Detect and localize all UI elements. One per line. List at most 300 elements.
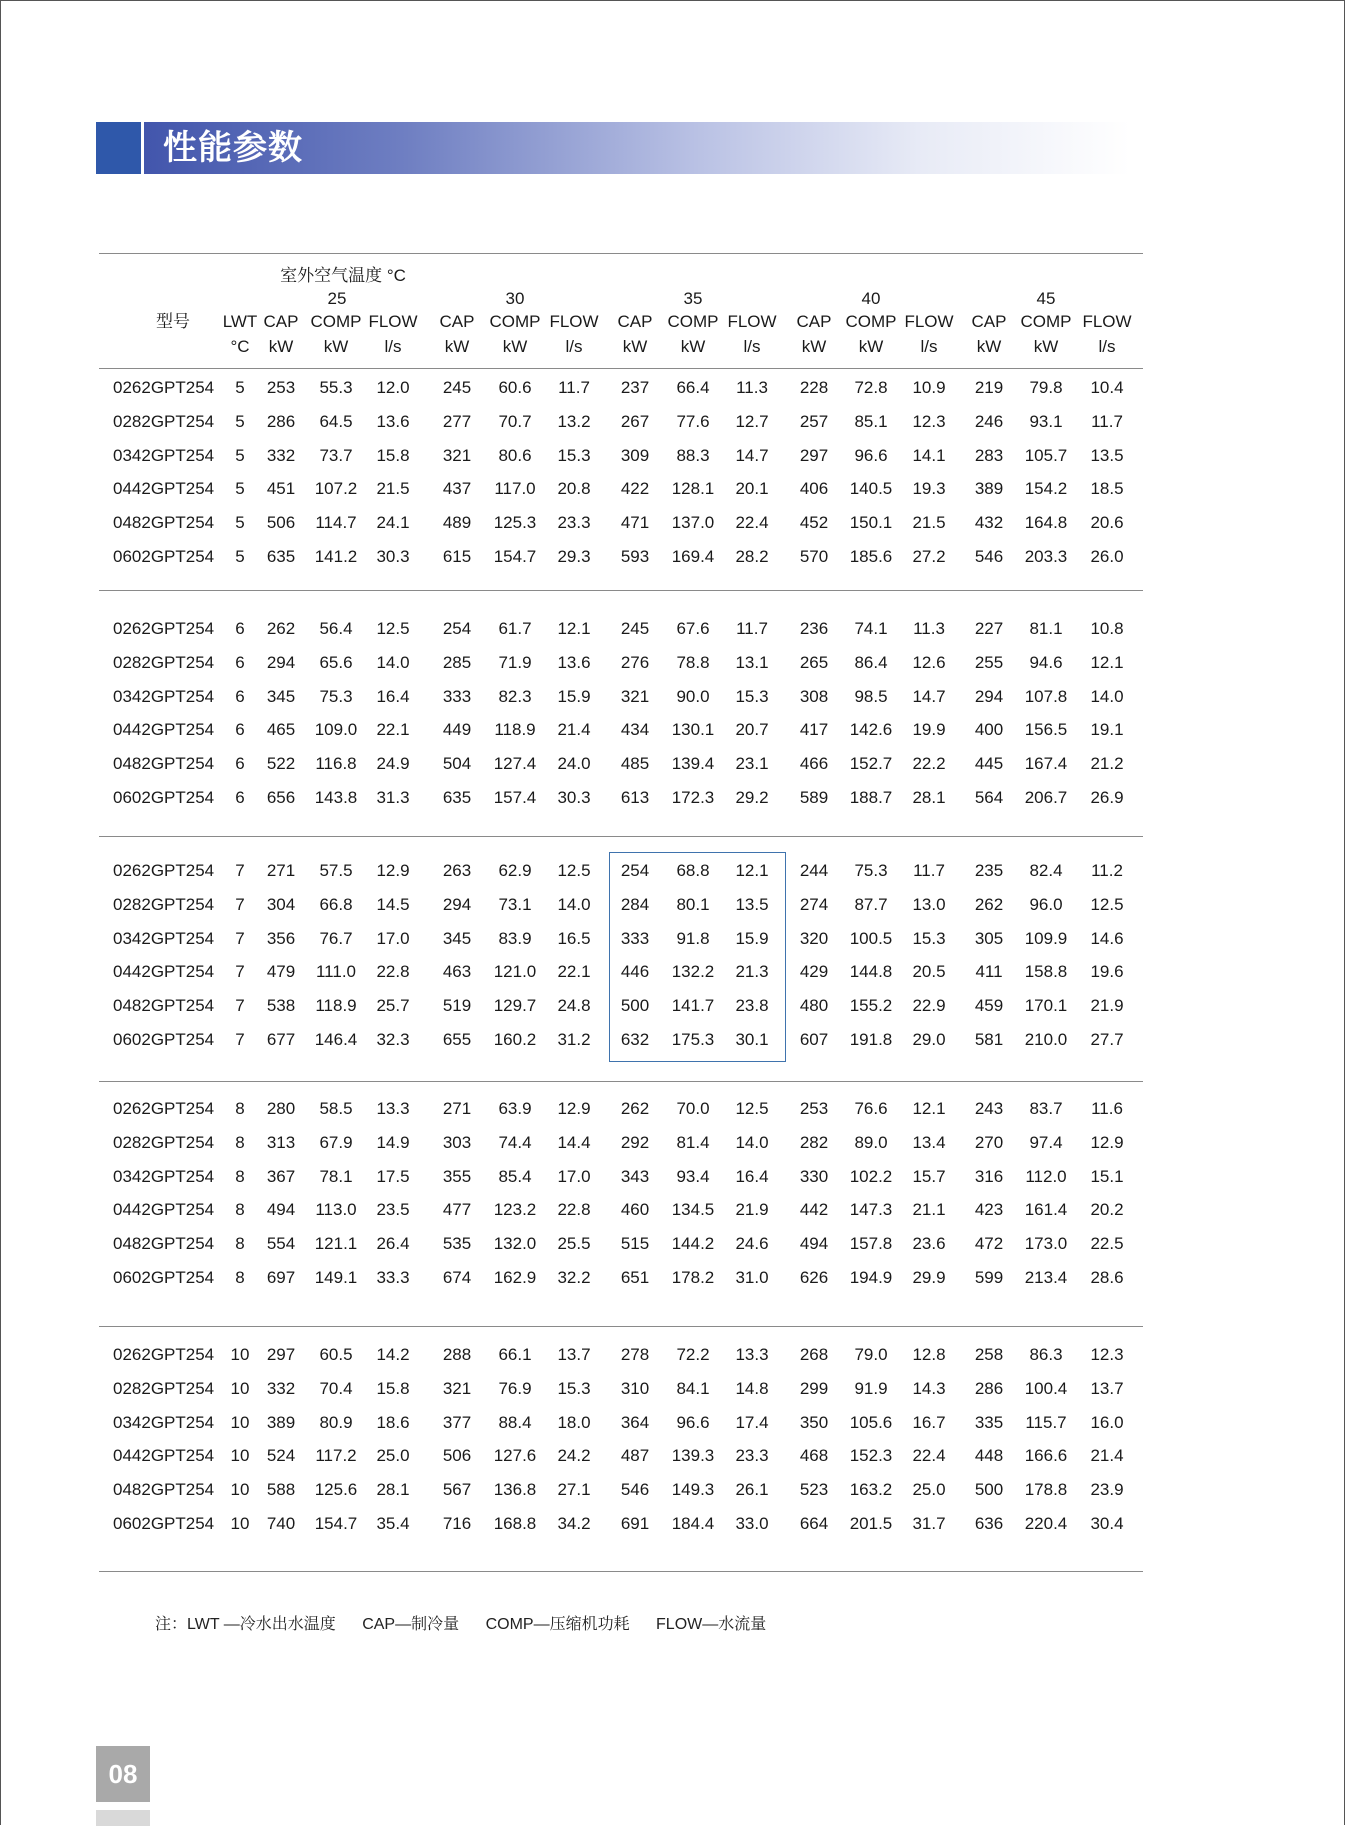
value-cell: 522 [266, 754, 296, 774]
lwt-cell: 10 [230, 1514, 250, 1533]
value-cell: 350 [799, 1412, 829, 1432]
value-cell: 15.9 [735, 928, 769, 948]
value-cell: 285 [442, 652, 472, 672]
value-cell: 70.4 [319, 1378, 353, 1398]
value-cell: 23.5 [376, 1200, 410, 1220]
value-cell: 30.4 [1090, 1514, 1124, 1533]
lwt-cell: 8 [235, 1132, 245, 1152]
model-cell: 0442GPT254 [113, 962, 215, 982]
value-cell: 11.7 [913, 861, 945, 880]
value-cell: 286 [266, 411, 296, 431]
value-cell: 13.6 [376, 411, 410, 431]
header-bottom-rule [99, 368, 1143, 369]
value-cell: 697 [266, 1268, 296, 1287]
value-cell: 446 [620, 962, 650, 982]
value-cell: 107.8 [1024, 686, 1068, 706]
value-cell: 16.4 [376, 686, 410, 706]
value-cell: 65.6 [319, 652, 353, 672]
value-cell: 12.3 [1090, 1345, 1124, 1364]
temp-header: 30 [505, 289, 525, 308]
value-cell: 297 [799, 445, 829, 465]
value-cell: 506 [442, 1446, 472, 1466]
value-cell: 12.9 [376, 861, 410, 880]
value-cell: 12.9 [1090, 1132, 1124, 1152]
value-cell: 98.5 [854, 686, 888, 706]
page-tab [96, 1810, 150, 1826]
value-cell: 477 [442, 1200, 472, 1220]
value-cell: 19.1 [1090, 720, 1124, 740]
value-cell: 452 [799, 513, 829, 533]
value-cell: 28.2 [735, 547, 769, 566]
model-cell: 0282GPT254 [113, 1378, 215, 1398]
value-cell: 227 [974, 619, 1004, 638]
column-header: CAP [796, 312, 832, 331]
value-cell: 19.9 [912, 720, 946, 740]
value-cell: 33.3 [376, 1268, 410, 1287]
value-cell: 22.1 [557, 962, 591, 982]
value-cell: 280 [266, 1099, 296, 1118]
value-cell: 21.4 [1090, 1446, 1124, 1466]
value-cell: 12.9 [557, 1099, 591, 1118]
value-cell: 11.7 [736, 619, 768, 638]
lwt-cell: 8 [235, 1099, 245, 1118]
value-cell: 228 [799, 378, 829, 397]
column-header: COMP [489, 312, 541, 331]
value-cell: 13.3 [376, 1099, 410, 1118]
value-cell: 22.8 [557, 1200, 591, 1220]
value-cell: 411 [975, 962, 1003, 982]
value-cell: 567 [442, 1480, 472, 1500]
temp-header: 35 [683, 289, 703, 308]
lwt-unit-header: °C [230, 337, 250, 356]
value-cell: 21.3 [735, 962, 769, 982]
value-cell: 31.3 [376, 788, 410, 807]
group-separator-rule [99, 1081, 1143, 1082]
value-cell: 489 [442, 513, 472, 533]
value-cell: 588 [266, 1480, 296, 1500]
value-cell: 14.6 [1090, 928, 1124, 948]
value-cell: 305 [974, 928, 1004, 948]
value-cell: 389 [266, 1412, 296, 1432]
value-cell: 570 [799, 547, 829, 566]
value-cell: 12.8 [912, 1345, 946, 1364]
value-cell: 18.6 [376, 1412, 410, 1432]
value-cell: 203.3 [1024, 547, 1068, 566]
value-cell: 85.4 [498, 1166, 532, 1186]
group-separator-rule [99, 1326, 1143, 1327]
value-cell: 284 [620, 894, 650, 914]
model-cell: 0482GPT254 [113, 1480, 215, 1500]
value-cell: 12.1 [1090, 652, 1124, 672]
page-title: 性能参数 [163, 128, 303, 168]
value-cell: 655 [442, 1030, 472, 1049]
lwt-header: LWT [222, 312, 258, 331]
model-cell: 0282GPT254 [113, 411, 215, 431]
value-cell: 80.1 [676, 894, 710, 914]
value-cell: 89.0 [854, 1132, 888, 1152]
value-cell: 23.9 [1090, 1480, 1124, 1500]
value-cell: 515 [620, 1234, 650, 1254]
value-cell: 76.9 [498, 1378, 532, 1398]
value-cell: 68.8 [676, 861, 710, 880]
value-cell: 112.0 [1025, 1166, 1067, 1186]
value-cell: 18.5 [1090, 479, 1124, 499]
value-cell: 31.0 [735, 1268, 769, 1287]
value-cell: 343 [620, 1166, 650, 1186]
value-cell: 355 [442, 1166, 472, 1186]
value-cell: 468 [799, 1446, 829, 1466]
value-cell: 70.0 [676, 1099, 710, 1118]
column-header: COMP [667, 312, 719, 331]
value-cell: 11.7 [558, 378, 590, 397]
value-cell: 15.3 [557, 445, 591, 465]
value-cell: 635 [266, 547, 296, 566]
value-cell: 14.8 [735, 1378, 769, 1398]
value-cell: 27.7 [1090, 1030, 1124, 1049]
value-cell: 81.4 [676, 1132, 710, 1152]
value-cell: 116.8 [315, 754, 357, 774]
value-cell: 125.3 [493, 513, 537, 533]
value-cell: 137.0 [671, 513, 715, 533]
value-cell: 28.1 [912, 788, 946, 807]
value-cell: 88.3 [676, 445, 710, 465]
notes-item: FLOW—水流量 [656, 1616, 767, 1633]
value-cell: 546 [974, 547, 1004, 566]
value-cell: 26.0 [1090, 547, 1124, 566]
value-cell: 109.9 [1024, 928, 1068, 948]
value-cell: 26.4 [376, 1234, 410, 1254]
value-cell: 321 [442, 1378, 472, 1398]
value-cell: 26.1 [735, 1480, 769, 1500]
value-cell: 64.5 [319, 411, 353, 431]
value-cell: 465 [266, 720, 296, 740]
value-cell: 213.4 [1024, 1268, 1068, 1287]
value-cell: 564 [974, 788, 1004, 807]
value-cell: 82.4 [1029, 861, 1063, 880]
value-cell: 448 [974, 1446, 1004, 1466]
lwt-cell: 5 [235, 513, 245, 533]
value-cell: 32.3 [376, 1030, 410, 1049]
value-cell: 429 [799, 962, 829, 982]
value-cell: 274 [799, 894, 829, 914]
notes-item: COMP—压缩机功耗 [485, 1616, 630, 1633]
model-cell: 0602GPT254 [113, 1514, 215, 1533]
value-cell: 80.6 [498, 445, 532, 465]
value-cell: 206.7 [1024, 788, 1068, 807]
value-cell: 20.2 [1090, 1200, 1124, 1220]
value-cell: 14.0 [1090, 686, 1124, 706]
value-cell: 12.5 [1090, 894, 1124, 914]
value-cell: 17.5 [376, 1166, 410, 1186]
notes-item: CAP—制冷量 [362, 1616, 460, 1633]
value-cell: 81.1 [1029, 619, 1063, 638]
value-cell: 14.1 [912, 445, 946, 465]
value-cell: 62.9 [498, 861, 532, 880]
value-cell: 184.4 [671, 1514, 715, 1533]
value-cell: 102.2 [849, 1166, 893, 1186]
column-header: COMP [310, 312, 362, 331]
lwt-cell: 10 [230, 1345, 250, 1364]
model-cell: 0482GPT254 [113, 996, 215, 1016]
value-cell: 437 [442, 479, 472, 499]
value-cell: 309 [620, 445, 650, 465]
value-cell: 63.9 [498, 1099, 532, 1118]
value-cell: 66.4 [676, 378, 710, 397]
unit-header: kW [502, 337, 528, 356]
value-cell: 134.5 [671, 1200, 715, 1220]
value-cell: 67.6 [676, 619, 710, 638]
value-cell: 519 [442, 996, 472, 1016]
value-cell: 86.3 [1029, 1345, 1063, 1364]
value-cell: 105.7 [1024, 445, 1068, 465]
value-cell: 28.6 [1090, 1268, 1124, 1287]
value-cell: 292 [620, 1132, 650, 1152]
value-cell: 25.7 [376, 996, 410, 1016]
value-cell: 12.6 [912, 652, 946, 672]
value-cell: 589 [799, 788, 829, 807]
value-cell: 286 [974, 1378, 1004, 1398]
lwt-cell: 10 [230, 1446, 250, 1466]
unit-header: l/s [743, 337, 761, 356]
value-cell: 155.2 [849, 996, 893, 1016]
value-cell: 12.5 [376, 619, 410, 638]
value-cell: 73.7 [319, 445, 353, 465]
model-cell: 0342GPT254 [113, 686, 215, 706]
value-cell: 121.0 [493, 962, 537, 982]
value-cell: 88.4 [498, 1412, 532, 1432]
value-cell: 23.3 [735, 1446, 769, 1466]
value-cell: 12.7 [735, 411, 769, 431]
value-cell: 136.8 [493, 1480, 537, 1500]
value-cell: 12.3 [912, 411, 946, 431]
lwt-cell: 8 [235, 1200, 245, 1220]
value-cell: 73.1 [498, 894, 532, 914]
value-cell: 17.0 [376, 928, 410, 948]
value-cell: 263 [442, 861, 472, 880]
value-cell: 170.1 [1024, 996, 1068, 1016]
lwt-cell: 10 [230, 1480, 250, 1500]
value-cell: 72.8 [854, 378, 888, 397]
value-cell: 78.8 [676, 652, 710, 672]
value-cell: 310 [620, 1378, 650, 1398]
model-cell: 0342GPT254 [113, 1412, 215, 1432]
value-cell: 635 [442, 788, 472, 807]
model-cell: 0282GPT254 [113, 652, 215, 672]
value-cell: 268 [799, 1345, 829, 1364]
value-cell: 157.8 [849, 1234, 893, 1254]
value-cell: 166.6 [1024, 1446, 1068, 1466]
model-cell: 0282GPT254 [113, 894, 215, 914]
value-cell: 86.4 [854, 652, 888, 672]
value-cell: 24.6 [735, 1234, 769, 1254]
value-cell: 308 [799, 686, 829, 706]
value-cell: 105.6 [849, 1412, 893, 1432]
value-cell: 11.6 [1091, 1099, 1123, 1118]
value-cell: 25.5 [557, 1234, 591, 1254]
value-cell: 333 [442, 686, 472, 706]
value-cell: 201.5 [849, 1514, 893, 1533]
value-cell: 265 [799, 652, 829, 672]
value-cell: 271 [266, 861, 296, 880]
value-cell: 20.8 [557, 479, 591, 499]
value-cell: 14.0 [376, 652, 410, 672]
value-cell: 459 [974, 996, 1004, 1016]
value-cell: 149.1 [314, 1268, 358, 1287]
value-cell: 76.6 [854, 1099, 888, 1118]
value-cell: 236 [799, 619, 829, 638]
value-cell: 11.3 [736, 378, 768, 397]
model-cell: 0442GPT254 [113, 479, 215, 499]
value-cell: 66.1 [498, 1345, 532, 1364]
value-cell: 14.4 [557, 1132, 591, 1152]
value-cell: 451 [266, 479, 296, 499]
model-cell: 0262GPT254 [113, 619, 215, 638]
value-cell: 178.2 [671, 1268, 715, 1287]
value-cell: 127.6 [493, 1446, 537, 1466]
value-cell: 163.2 [849, 1480, 893, 1500]
value-cell: 494 [266, 1200, 296, 1220]
value-cell: 480 [799, 996, 829, 1016]
value-cell: 14.2 [376, 1345, 410, 1364]
value-cell: 185.6 [849, 547, 893, 566]
value-cell: 16.5 [557, 928, 591, 948]
model-cell: 0482GPT254 [113, 754, 215, 774]
value-cell: 79.0 [854, 1345, 888, 1364]
unit-header: kW [268, 337, 294, 356]
value-cell: 74.1 [854, 619, 888, 638]
value-cell: 168.8 [493, 1514, 537, 1533]
lwt-cell: 10 [230, 1412, 250, 1432]
value-cell: 12.1 [557, 619, 591, 638]
value-cell: 321 [620, 686, 650, 706]
value-cell: 83.7 [1029, 1099, 1063, 1118]
model-cell: 0602GPT254 [113, 1030, 215, 1049]
value-cell: 66.8 [319, 894, 353, 914]
value-cell: 463 [442, 962, 472, 982]
unit-header: l/s [1098, 337, 1116, 356]
value-cell: 87.7 [854, 894, 888, 914]
value-cell: 500 [974, 1480, 1004, 1500]
value-cell: 57.5 [319, 861, 353, 880]
value-cell: 18.0 [557, 1412, 591, 1432]
lwt-cell: 6 [235, 720, 245, 740]
value-cell: 130.1 [671, 720, 715, 740]
value-cell: 316 [974, 1166, 1004, 1186]
value-cell: 139.3 [671, 1446, 715, 1466]
column-header: CAP [971, 312, 1007, 331]
value-cell: 61.7 [498, 619, 532, 638]
value-cell: 472 [974, 1234, 1004, 1254]
lwt-cell: 6 [235, 754, 245, 774]
unit-header: kW [976, 337, 1002, 356]
value-cell: 11.2 [1091, 861, 1123, 880]
lwt-cell: 5 [235, 411, 245, 431]
lwt-cell: 5 [235, 445, 245, 465]
model-cell: 0602GPT254 [113, 1268, 215, 1287]
value-cell: 21.2 [1090, 754, 1124, 774]
model-cell: 0442GPT254 [113, 1200, 215, 1220]
value-cell: 20.1 [735, 479, 769, 499]
value-cell: 85.1 [854, 411, 888, 431]
value-cell: 118.9 [494, 720, 536, 740]
value-cell: 15.8 [376, 445, 410, 465]
value-cell: 345 [266, 686, 296, 706]
value-cell: 271 [442, 1099, 472, 1118]
value-cell: 313 [266, 1132, 296, 1152]
value-cell: 19.6 [1090, 962, 1124, 982]
value-cell: 255 [974, 652, 1004, 672]
value-cell: 270 [974, 1132, 1004, 1152]
column-header: CAP [263, 312, 299, 331]
value-cell: 132.0 [493, 1234, 537, 1254]
temp-header: 40 [861, 289, 881, 308]
lwt-cell: 6 [235, 686, 245, 706]
value-cell: 27.2 [912, 547, 946, 566]
value-cell: 17.4 [735, 1412, 769, 1432]
value-cell: 109.0 [314, 720, 358, 740]
value-cell: 13.6 [557, 652, 591, 672]
model-cell: 0262GPT254 [113, 1099, 215, 1118]
value-cell: 25.0 [912, 1480, 946, 1500]
value-cell: 14.9 [376, 1132, 410, 1152]
value-cell: 154.7 [493, 547, 537, 566]
value-cell: 71.9 [498, 652, 532, 672]
value-cell: 12.1 [735, 861, 769, 880]
value-cell: 154.2 [1024, 479, 1068, 499]
value-cell: 15.3 [735, 686, 769, 706]
value-cell: 299 [799, 1378, 829, 1398]
value-cell: 13.3 [735, 1345, 769, 1364]
value-cell: 129.7 [493, 996, 537, 1016]
value-cell: 14.3 [912, 1378, 946, 1398]
value-cell: 245 [442, 378, 472, 397]
value-cell: 91.8 [676, 928, 710, 948]
value-cell: 20.5 [912, 962, 946, 982]
value-cell: 97.4 [1029, 1132, 1063, 1152]
lwt-cell: 7 [235, 962, 245, 982]
unit-header: kW [444, 337, 470, 356]
page-number: 08 [96, 1746, 150, 1802]
value-cell: 235 [974, 861, 1004, 880]
value-cell: 90.0 [676, 686, 710, 706]
value-cell: 367 [266, 1166, 296, 1186]
value-cell: 740 [266, 1514, 296, 1533]
value-cell: 294 [442, 894, 472, 914]
unit-header: kW [323, 337, 349, 356]
value-cell: 23.3 [557, 513, 591, 533]
value-cell: 30.1 [735, 1030, 769, 1049]
value-cell: 626 [799, 1268, 829, 1287]
value-cell: 91.9 [854, 1378, 888, 1398]
value-cell: 78.1 [319, 1166, 353, 1186]
value-cell: 25.0 [376, 1446, 410, 1466]
value-cell: 152.3 [849, 1446, 893, 1466]
value-cell: 125.6 [314, 1480, 358, 1500]
value-cell: 245 [620, 619, 650, 638]
value-cell: 297 [266, 1345, 296, 1364]
value-cell: 11.7 [1091, 411, 1123, 431]
model-cell: 0342GPT254 [113, 445, 215, 465]
value-cell: 389 [974, 479, 1004, 499]
value-cell: 321 [442, 445, 472, 465]
value-cell: 11.3 [913, 619, 945, 638]
value-cell: 607 [799, 1030, 829, 1049]
value-cell: 19.3 [912, 479, 946, 499]
value-cell: 615 [442, 547, 472, 566]
value-cell: 12.5 [735, 1099, 769, 1118]
value-cell: 79.8 [1029, 378, 1063, 397]
value-cell: 535 [442, 1234, 472, 1254]
